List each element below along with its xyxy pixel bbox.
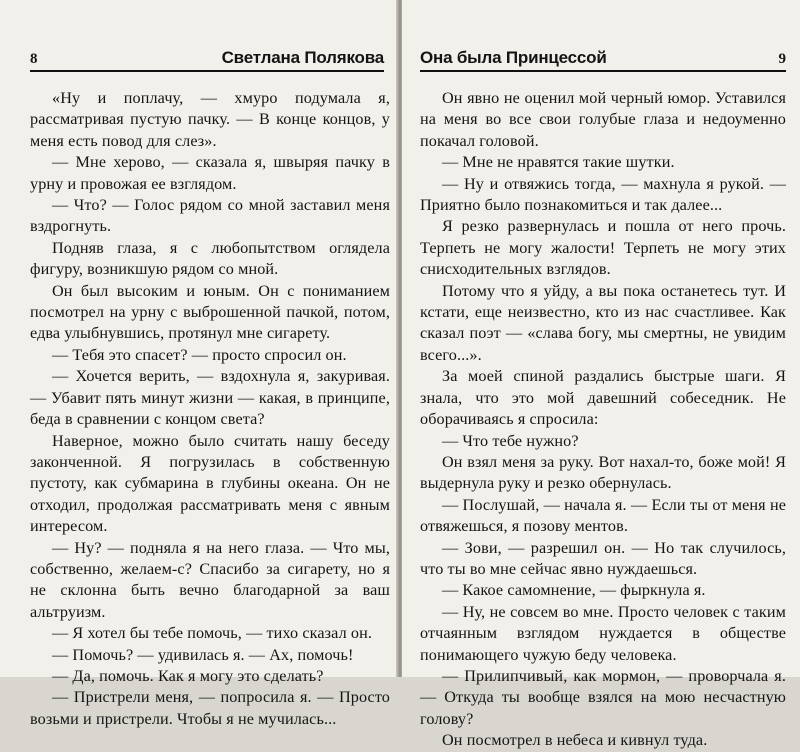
paragraph: — Послушай, — начала я. — Если ты от меня не отвяжешься, я позову ментов. [420,495,786,536]
paragraph: Он взял меня за руку. Вот нахал-то, боже мой! Я выдернула руку и резко обернулась. [420,452,786,493]
paragraph: Он посмотрел в небеса и кивнул туда. [442,731,708,750]
paragraph: — Ну и отвяжись тогда, — махнула я рукой. — Приятно было познакомиться и так далее... [420,174,786,215]
paragraph: «Ну и поплачу, — хмуро подумала я, рассматривая пустую пачку. — В конце концов, у меня есть повод для слез». [30,89,390,150]
paragraph: Подняв глаза, я с любопытством оглядела фигуру, возникшую рядом со мной. [30,238,390,279]
paragraph: За моей спиной раздались быстрые шаги. Я знала, что это мой давешний собеседник. Не оборачиваясь я спросила: [420,367,786,429]
left-page-header [30,46,384,72]
left-page-text [30,88,390,730]
paragraph: — Хочется верить, — вздохнула я, закуривая. — Убавит пять минут жизни — какая, в принципе, беда в сравнении с концом света? [30,367,390,429]
running-head-book-title: Она была Принцессой [420,48,607,67]
paragraph: — Что тебе нужно? [442,431,579,450]
paragraph: — Ну? — подняла я на него глаза. — Что мы, собственно, желаем-с? Спасибо за сигарету, но я не склонна быть вечно благодарной за ваш альтруизм. [30,538,390,621]
paragraph: — Тебя это спасет? — просто спросил он. [52,345,347,364]
left-page [0,0,398,728]
paragraph: — Какое самомнение, — фыркнула я. [442,581,706,600]
paragraph: — Прилипчивый, как мормон, — проворчала я. — Откуда ты вообще взялся на мою несчастную голову? [420,666,786,728]
paragraph: — Мне не нравятся такие шутки. [442,153,675,172]
paragraph: — Да, помочь. Как я могу это сделать? [52,666,324,685]
paragraph: — Я хотел бы тебе помочь, — тихо сказал он. [52,624,373,643]
paragraph: Наверное, можно было считать нашу беседу законченной. Я погрузилась в собственную пустоту, как субмарина в глубины океана. Он не отходил, продолжая рассматривать меня с явным интересом. [30,431,390,536]
page-number: 8 [30,51,38,67]
right-page-text [420,88,786,752]
paragraph: — Что? — Голос рядом со мной заставил меня вздрогнуть. [30,196,390,236]
paragraph: Он явно не оценил мой черный юмор. Уставился на меня во все свои голубые глаза и недоуменно покачал головой. [420,89,786,150]
paragraph: Потому что я уйду, а вы пока останетесь тут. И кстати, еще неизвестно, кто из нас счастливее. Как сказал поэт — «слава богу, мы смертны, не увидим всего...». [420,281,786,364]
paragraph: — Помочь? — удивилась я. — Ах, помочь! [52,645,354,664]
right-page [402,0,800,750]
paragraph: — Ну, не совсем во мне. Просто человек с таким отчаянным взглядом нуждается в обществе понимающего чужую беду человека. [420,602,786,664]
paragraph: — Зови, — разрешил он. — Но так случилось, что ты во мне сейчас явно нуждаешься. [420,538,786,578]
paragraph: — Пристрели меня, — попросила я. — Просто возьми и пристрели. Чтобы я не мучилась... [30,688,390,728]
running-head-author: Светлана Полякова [221,48,384,67]
paragraph: — Мне херово, — сказала я, швыряя пачку в урну и провожая ее взглядом. [30,153,390,193]
paragraph: Я резко развернулась и пошла от него прочь. Терпеть не могу жалости! Терпеть не могу этих снисходительных взглядов. [420,217,786,279]
paragraph: Он был высоким и юным. Он с пониманием посмотрел на урну с выброшенной пачкой, потом, едва улыбнувшись, протянул мне сигарету. [30,281,390,343]
page-number: 9 [778,51,786,67]
right-page-header [420,46,786,72]
